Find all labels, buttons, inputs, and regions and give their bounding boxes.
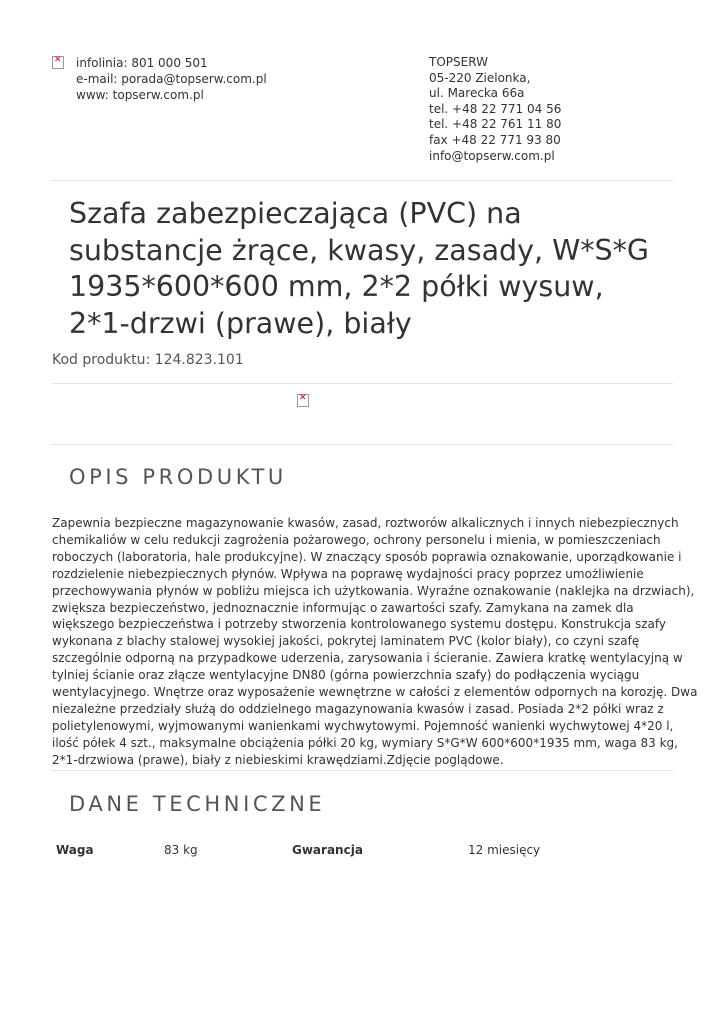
address-street: ul. Marecka 66a [429,86,525,101]
spec-label-weight: Waga [56,843,94,857]
spec-value-weight: 83 kg [164,843,198,857]
description-line: 2*1-drzwiowa (prawe), biały z niebieskimi krawędziami.Zdjęcie poglądowe. [52,752,504,767]
divider [52,383,673,384]
description-line: przechowywania płynów w pobliżu miejsca ich użytkowania. Wyraźne oznakowanie (naklejka na drzwiach), [52,583,695,598]
fax: fax +48 22 771 93 80 [429,132,561,147]
phone-2: tel. +48 22 761 11 80 [429,117,562,132]
description-line: chemikaliów w celu redukcji zagrożenia pożarowego, ochrony personelu i mienia, w pomieszczeniach [52,532,661,547]
description-line: niezależne przedziały służą do oddzielnego magazynowania kwasów i zasad. Posiada 2*2 półki wraz z [52,701,664,716]
product-title: Szafa zabezpieczająca (PVC) na substancje żrące, kwasy, zasady, W*S*G 1935*600*600 mm, 2*2 półki wysuw, 2*1-drzwi (prawe), biały [69,197,649,340]
divider [52,444,673,445]
website-text: www: topserw.com.pl [76,88,204,102]
spec-label-warranty: Gwarancja [292,843,363,857]
description-heading: OPIS PRODUKTU [69,465,287,489]
divider [52,180,673,181]
company-name: TOPSERW [429,55,488,69]
header [52,54,673,166]
description-line: wykonana z blachy stalowej wysokiej jakości, pokrytej laminatem PVC (kolor biały), co czyni szafę [52,634,640,649]
company-email: info@topserw.com.pl [429,148,555,163]
hotline-text: infolinia: 801 000 501 [76,56,208,70]
divider [52,770,673,771]
description-line: roboczych (laboratoria, hale produkcyjne). W znaczący sposób poprawia oznakowanie, uporządkowanie i [52,549,682,564]
description-line: rozdzielenie niebezpiecznych płynów. Wpływa na poprawę wydajności pracy poprzez umożliwienie [52,566,644,581]
broken-image-icon [52,56,64,69]
description-line: zwiększa bezpieczeństwo, jednoznacznie informując o zawartości szafy. Zamykana na zamek dla [52,600,634,615]
spec-value-warranty: 12 miesięcy [468,843,541,857]
description-line: szczególnie odporną na przypadkowe uderzenia, zarysowania i ścieranie. Zawiera kratkę wentylacyjną w [52,651,683,666]
description-line: wentylacyjnego. Wnętrze oraz wyposażenie wewnętrzne w całości z elementów odpornych na korozję. Dwa [52,685,698,700]
product-code: Kod produktu: 124.823.101 [52,352,244,368]
product-description [52,515,698,769]
description-line: tylniej ścianie oraz złącze wentylacyjne DN80 (górna powierzchnia szafy) do podłączenia wyciągu [52,668,640,683]
email-text: e-mail: porada@topserw.com.pl [76,72,267,86]
description-line: polietylenowymi, wyjmowanymi wanienkami wychwytowymi. Pojemność wanienki wychwytowej 4*20 l, [52,718,674,733]
description-line: ilość półek 4 szt., maksymalne obciążenia półki 20 kg, wymiary S*G*W 600*600*1935 mm, waga 83 kg, [52,735,678,750]
phone-1: tel. +48 22 771 04 56 [429,101,562,116]
product-image-broken-icon [297,394,309,407]
specs-table [52,843,673,863]
description-line: większego bezpieczeństwa i potrzeby stworzenia kontrolowanego systemu dostępu. Konstrukcja szafy [52,617,666,632]
address-city: 05-220 Zielonka, [429,70,531,85]
technical-heading: DANE TECHNICZNE [69,792,326,816]
contact-info [76,55,267,103]
description-line: Zapewnia bezpieczne magazynowanie kwasów, zasad, roztworów alkalicznych i innych niebezpiecznych [52,516,679,530]
company-address [429,55,561,164]
